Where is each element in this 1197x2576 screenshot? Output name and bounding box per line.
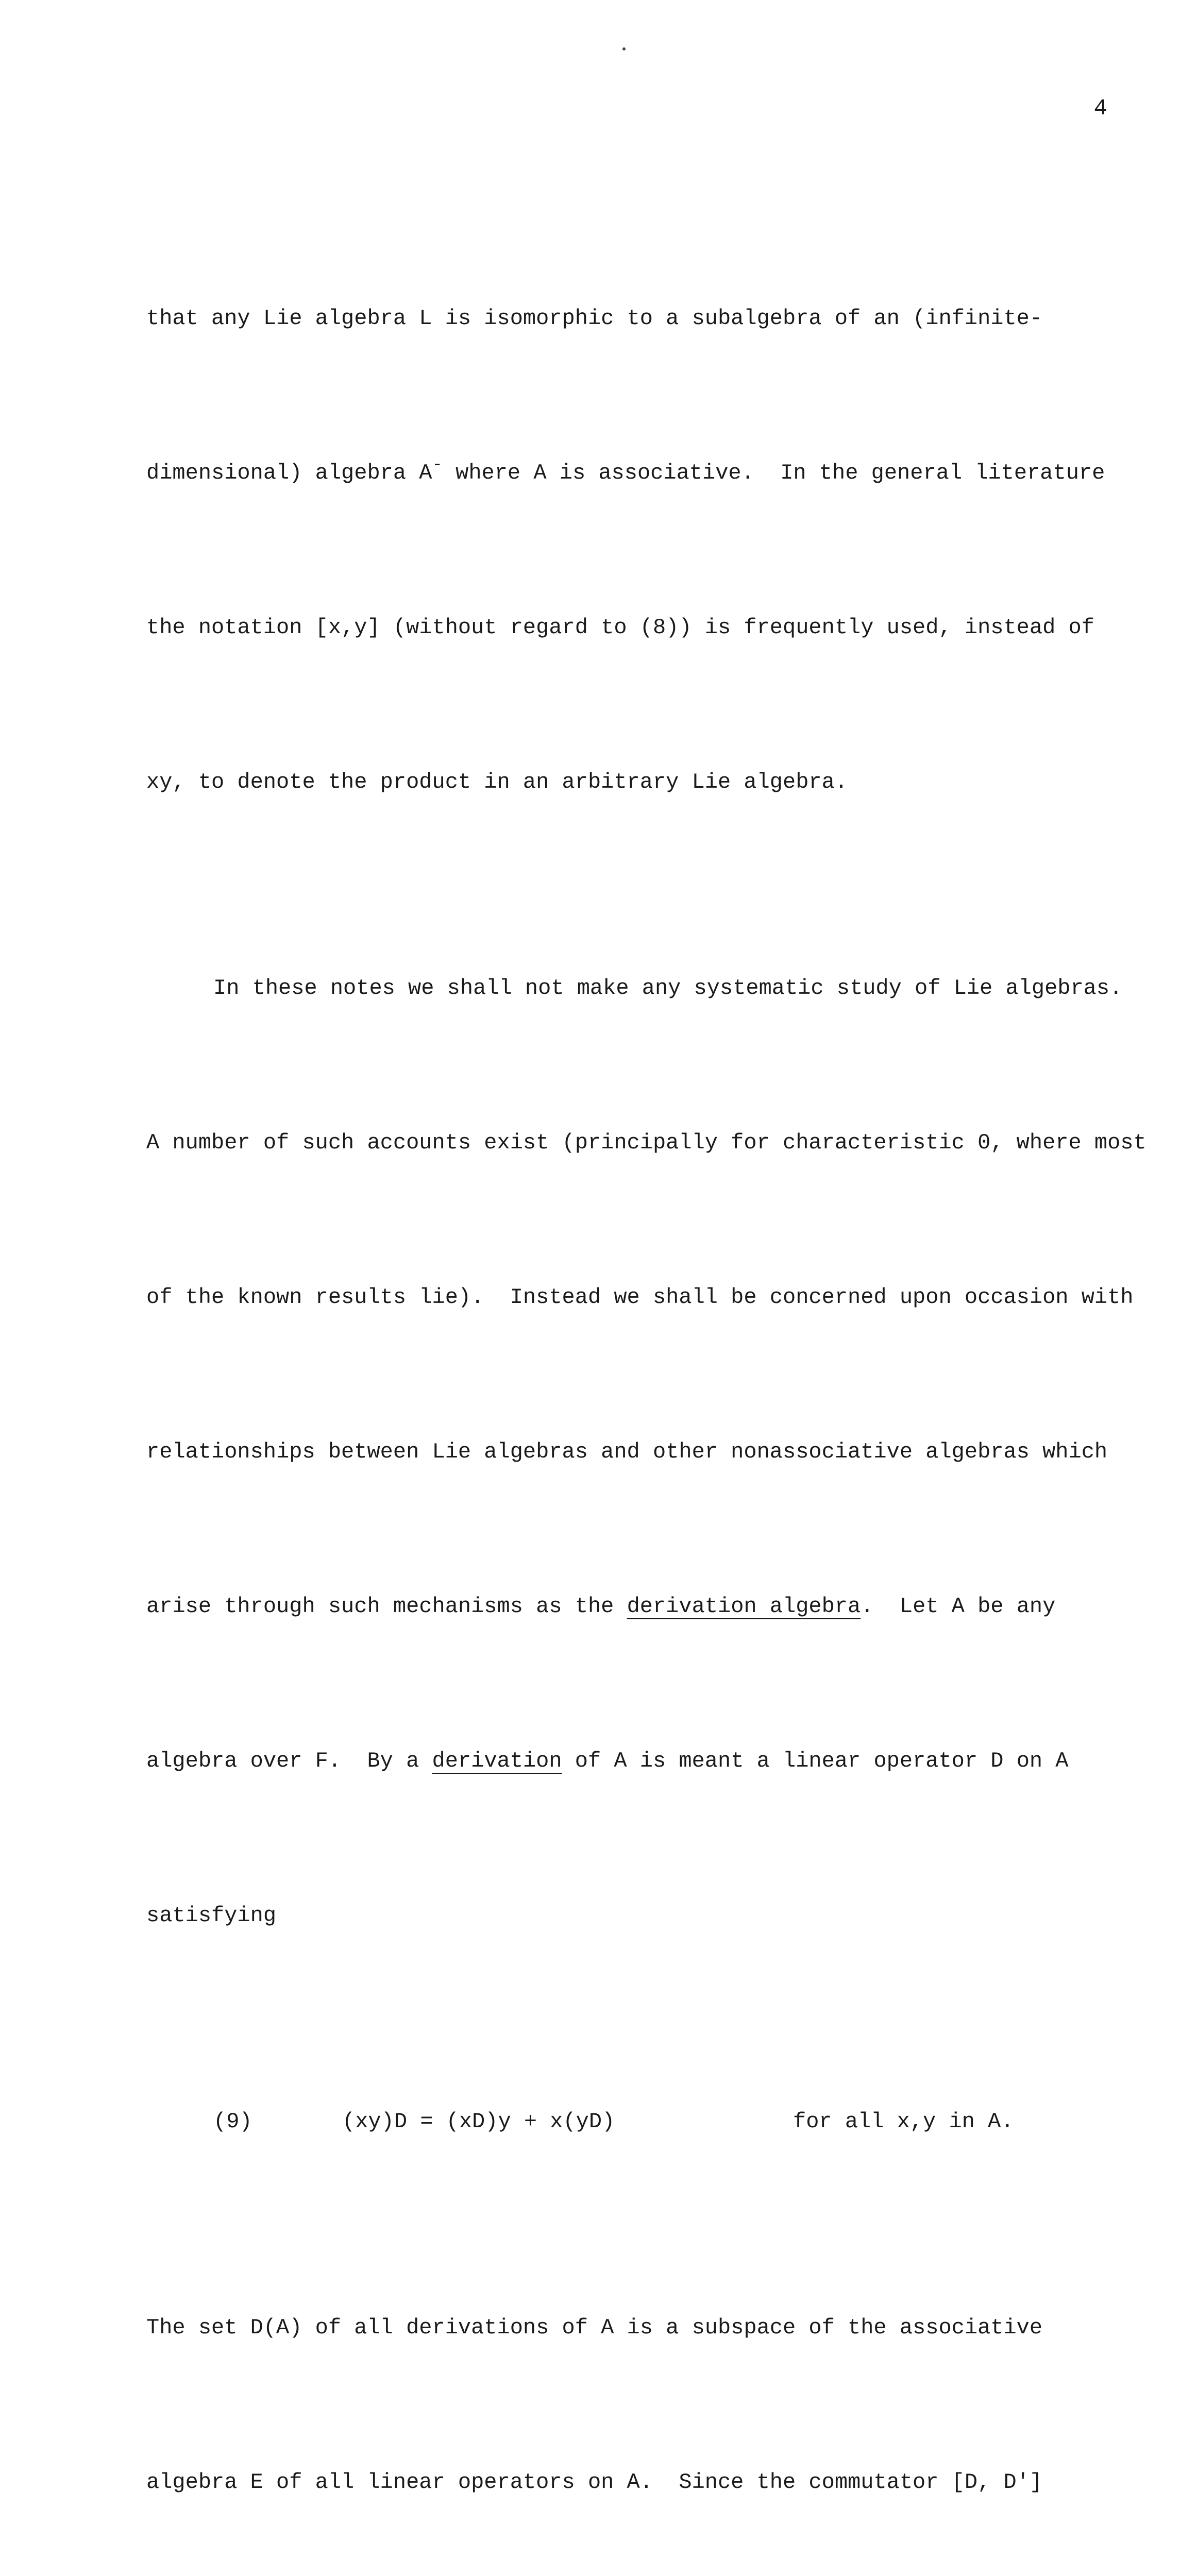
text-run: the notation [x,y] (without regard to (8)) is frequently used, instead of: [146, 615, 1094, 640]
equation-condition: for all x,y in A.: [793, 2109, 1014, 2134]
text-line: [146, 2456, 1156, 2508]
page-number: 4: [1093, 96, 1107, 122]
text-line: [146, 756, 1156, 808]
text-run: of the known results lie). Instead we shall be concerned upon occasion with: [146, 1285, 1134, 1310]
text-line: [146, 962, 1156, 1014]
text-line: [146, 2302, 1156, 2353]
equation-label: (9): [213, 2109, 252, 2134]
underlined-term: derivation algebra: [627, 1594, 861, 1619]
text-line: [146, 602, 1156, 653]
text-run: relationships between Lie algebras and other nonassociative algebras which: [146, 1439, 1108, 1464]
text-run: dimensional) algebra A: [146, 461, 432, 485]
text-run: algebra over F. By a: [146, 1749, 432, 1773]
text-line: [146, 447, 1156, 499]
text-line: [146, 1581, 1156, 1632]
text-run: where A is associative. In the general literature: [442, 461, 1105, 485]
superscript-minus: -: [432, 455, 443, 475]
text-run: algebra E of all linear operators on A. Since the commutator [D, D']: [146, 2470, 1043, 2495]
equation-expression: (xy)D = (xD)y + x(yD): [342, 2109, 615, 2134]
text-line: [146, 1117, 1156, 1168]
stray-dot-mark: [622, 47, 626, 50]
text-line: [146, 1426, 1156, 1478]
text-run: In these notes we shall not make any systematic study of Lie algebras.: [213, 976, 1123, 1001]
text-line: [146, 1272, 1156, 1323]
equation-9: [146, 2096, 1156, 2147]
text-run: . Let A be any: [861, 1594, 1056, 1619]
text-run: satisfying: [146, 1903, 277, 1928]
text-line: [146, 1735, 1156, 1787]
page-body: [146, 138, 1156, 2576]
text-run: of A is meant a linear operator D on A: [562, 1749, 1069, 1773]
text-run: xy, to denote the product in an arbitrary Lie algebra.: [146, 770, 848, 794]
text-run: A number of such accounts exist (principally for characteristic 0, where most: [146, 1130, 1147, 1155]
text-run: that any Lie algebra L is isomorphic to a subalgebra of an (infinite-: [146, 306, 1043, 331]
text-line: [146, 1890, 1156, 1941]
text-run: The set D(A) of all derivations of A is a subspace of the associative: [146, 2315, 1043, 2340]
text-run: arise through such mechanisms as the: [146, 1594, 627, 1619]
text-line: [146, 293, 1156, 344]
underlined-term: derivation: [432, 1749, 562, 1773]
